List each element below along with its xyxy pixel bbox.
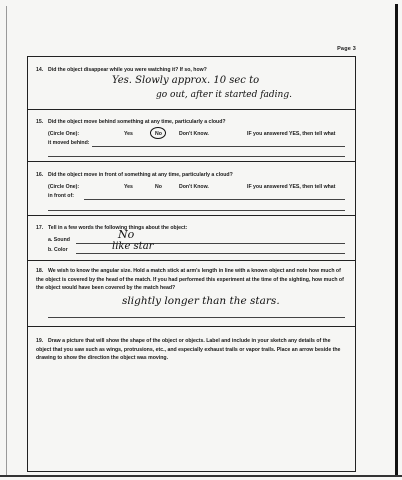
question-16-answer-line[interactable] — [84, 199, 345, 200]
question-14-section — [28, 57, 355, 110]
question-15-yes-option[interactable]: Yes — [124, 131, 133, 137]
question-18-section — [28, 261, 355, 327]
question-16-section — [28, 162, 355, 216]
question-15-dont-know-option[interactable]: Don't Know. — [179, 131, 209, 137]
question-16-yes-option[interactable]: Yes — [124, 184, 133, 190]
question-18: 18. We wish to know the angular size. Hold a match stick at arm's length in line with a known object and note how much of the object is covered by the head of the match. If you had performed this experiment at the time of the sighting, how much of the object would have been covered by the match head? — [36, 268, 344, 292]
question-18-answer-line[interactable] — [48, 317, 345, 318]
page-number: Page 3 — [337, 46, 356, 52]
question-15-no-circled-mark — [150, 127, 166, 139]
question-18-answer: slightly longer than the stars. — [122, 295, 280, 307]
question-17-color-label: b. Color — [48, 247, 68, 253]
question-17-sound-label: a. Sound — [48, 237, 70, 243]
question-17-color-answer: like star — [112, 241, 154, 252]
question-17-color-line[interactable] — [76, 253, 345, 254]
question-17: 17. Tell in a few words the following things about the object: — [36, 225, 188, 231]
question-14-answer-line-1: Yes. Slowly approx. 10 sec to — [112, 75, 260, 86]
question-15: 15. Did the object move behind something at any time, particularly a cloud? — [36, 119, 226, 125]
question-14-answer-line-2: go out, after it started fading. — [156, 90, 292, 100]
question-15-answer-line[interactable] — [92, 146, 345, 147]
question-16-no-option[interactable]: No — [155, 184, 162, 190]
question-17-sound-answer: No — [118, 228, 135, 241]
question-15-if-yes-instruction: IF you answered YES, then tell what — [247, 131, 336, 137]
question-16-circle-one: (Circle One): — [48, 184, 80, 190]
page-edge-left — [6, 6, 7, 476]
question-15-answer-line-2[interactable] — [48, 156, 345, 157]
drawing-area[interactable] — [36, 367, 347, 466]
question-15-circle-one: (Circle One): — [48, 131, 80, 137]
question-16-answer-line-2[interactable] — [48, 210, 345, 211]
question-19-section — [28, 327, 355, 472]
question-19: 19. Draw a picture that will show the shape of the object or objects. Label and include in your sketch any details of the object that you saw such as wings, protrusions, etc., and especially exhaust trails or vapor trails. Place an arrow beside the drawing to show the direction the object was moving. — [36, 338, 341, 362]
question-15-no-option[interactable]: No — [155, 131, 162, 137]
question-17-section — [28, 216, 355, 261]
question-16: 16. Did the object move in front of something at any time, particularly a cloud? — [36, 172, 233, 178]
question-16-dont-know-option[interactable]: Don't Know. — [179, 184, 209, 190]
question-16-if-yes-instruction: IF you answered YES, then tell what — [247, 184, 336, 190]
question-15-moved-behind-label: it moved behind: — [48, 140, 90, 146]
question-14: 14. Did the object disappear while you were watching it? If so, how? — [36, 67, 207, 73]
page-edge-right — [395, 4, 398, 476]
question-16-in-front-of-label: in front of: — [48, 193, 74, 199]
question-15-section — [28, 110, 355, 162]
questionnaire-form — [27, 56, 356, 472]
page-edge-bottom — [0, 475, 402, 477]
